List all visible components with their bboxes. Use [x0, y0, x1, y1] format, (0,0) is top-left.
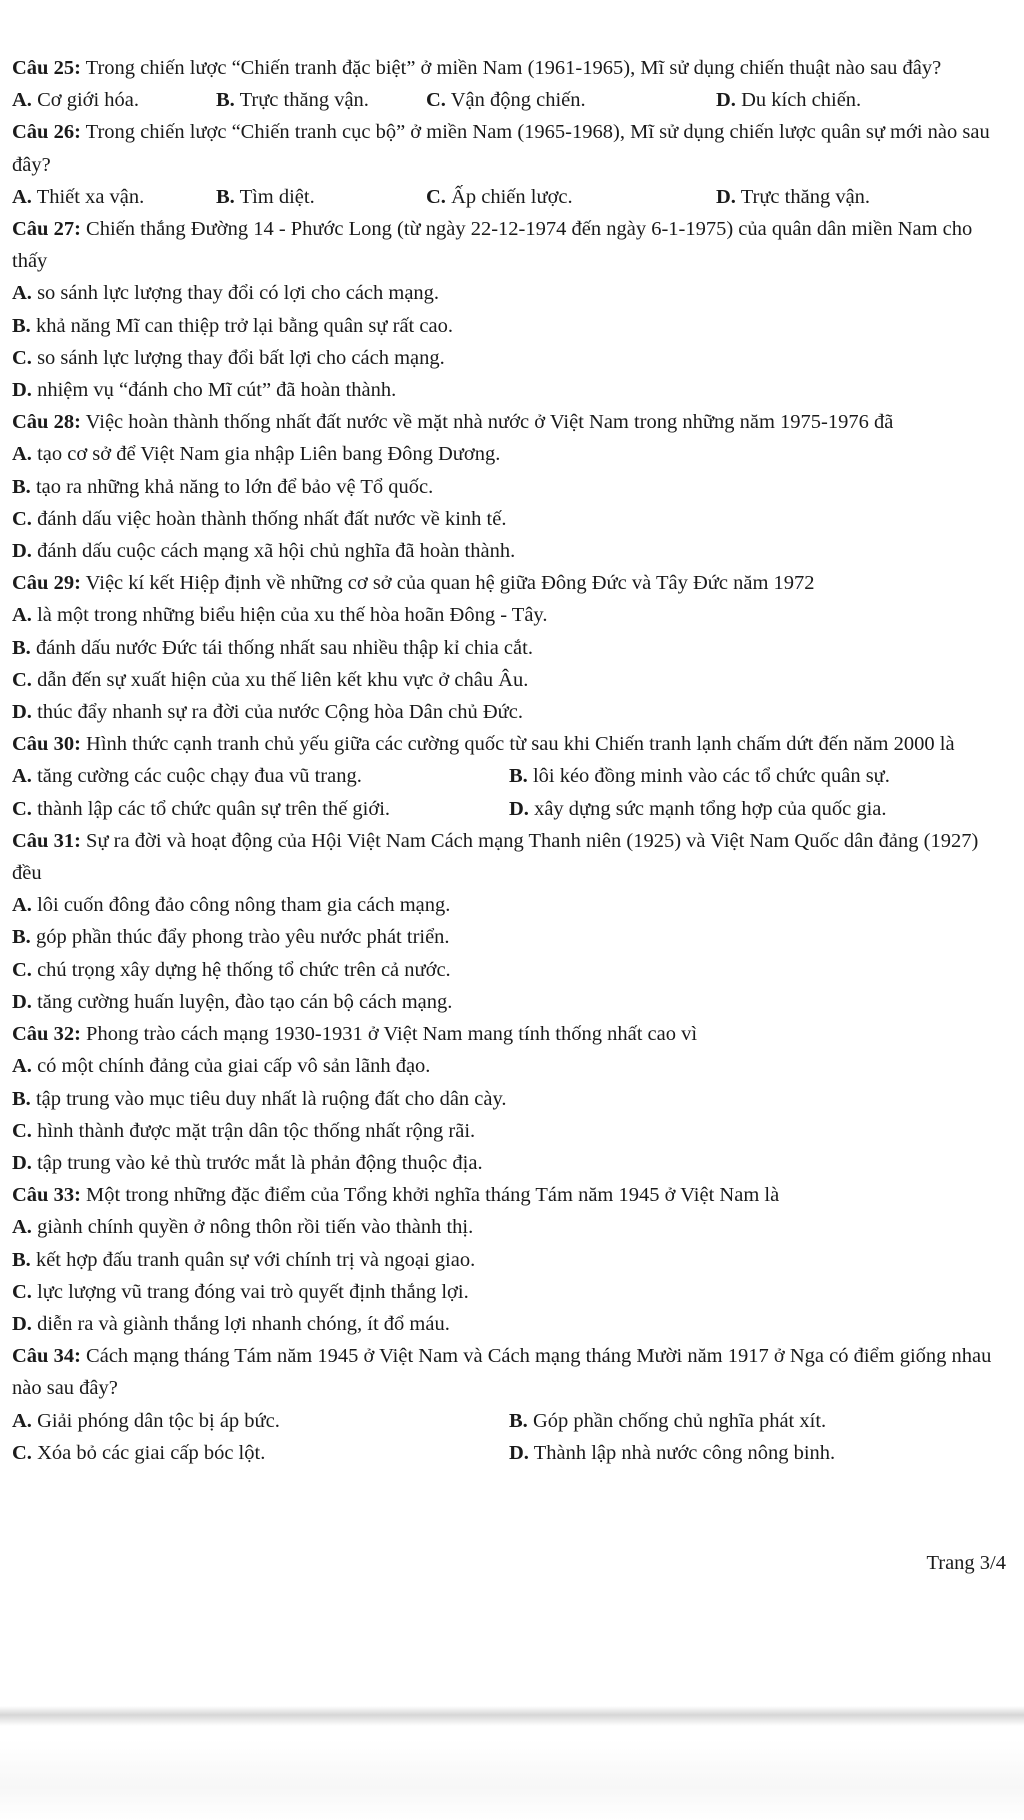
option-b: B. kết hợp đấu tranh quân sự với chính trị và ngoại giao.: [12, 1248, 476, 1271]
question-34-text: [12, 1340, 1012, 1404]
options-row: [12, 793, 1012, 825]
question-number: Câu 33:: [12, 1184, 81, 1207]
question-number: Câu 34:: [12, 1345, 81, 1368]
option-b: B. khả năng Mĩ can thiệp trở lại bằng quân sự rất cao.: [12, 314, 453, 337]
option-c: C. hình thành được mặt trận dân tộc thống nhất rộng rãi.: [12, 1119, 476, 1142]
question-number: Câu 32:: [12, 1023, 81, 1046]
question-29: [12, 567, 1012, 728]
question-number: Câu 29:: [12, 572, 81, 595]
question-31: [12, 825, 1012, 1018]
question-number: Câu 25:: [12, 57, 81, 79]
option-d: D. tăng cường huấn luyện, đào tạo cán bộ cách mạng.: [12, 990, 453, 1013]
option-b: B. Trực thăng vận.: [216, 89, 369, 112]
question-33: [12, 1179, 1012, 1340]
option-c: C. lực lượng vũ trang đóng vai trò quyết định thắng lợi.: [12, 1280, 469, 1303]
question-28-text: [12, 406, 1012, 438]
option-b: B. đánh dấu nước Đức tái thống nhất sau nhiều thập kỉ chia cắt.: [12, 636, 533, 659]
option-d: D. thúc đẩy nhanh sự ra đời của nước Cộng hòa Dân chủ Đức.: [12, 701, 524, 724]
question-stem: Sự ra đời và hoạt động của Hội Việt Nam Cách mạng Thanh niên (1925) và Việt Nam Quốc dân đảng (1927) đều: [12, 829, 979, 885]
question-stem: Chiến thắng Đường 14 - Phước Long (từ ngày 22-12-1974 đến ngày 6-1-1975) của quân dân miền Nam cho thấy: [12, 218, 973, 273]
option-d: D. diễn ra và giành thắng lợi nhanh chóng, ít đổ máu.: [12, 1312, 450, 1335]
question-27-text: [12, 213, 1012, 277]
option-b: B. tạo ra những khả năng to lớn để bảo vệ Tổ quốc.: [12, 475, 434, 498]
option-d: D. xây dựng sức mạnh tổng hợp của quốc gia.: [509, 797, 887, 820]
option-c: C. dẫn đến sự xuất hiện của xu thế liên kết khu vực ở châu Âu.: [12, 668, 529, 691]
option-d: D. nhiệm vụ “đánh cho Mĩ cút” đã hoàn thành.: [12, 379, 397, 402]
option-a: A. có một chính đảng của giai cấp vô sản lãnh đạo.: [12, 1055, 431, 1078]
option-a: A. so sánh lực lượng thay đổi có lợi cho cách mạng.: [12, 282, 440, 305]
scan-divider: [0, 1706, 1024, 1726]
question-stem: Trong chiến lược “Chiến tranh đặc biệt” ở miền Nam (1961-1965), Mĩ sử dụng chiến thuật nào sau đây?: [80, 57, 942, 79]
option-d: D. đánh dấu cuộc cách mạng xã hội chủ nghĩa đã hoàn thành.: [12, 540, 516, 563]
question-stem: Một trong những đặc điểm của Tổng khởi nghĩa tháng Tám năm 1945 ở Việt Nam là: [80, 1184, 780, 1207]
question-32: [12, 1018, 1012, 1179]
option-c: C. chú trọng xây dựng hệ thống tổ chức trên cả nước.: [12, 958, 451, 981]
page-number: Trang 3/4: [926, 1552, 1006, 1574]
question-29-text: [12, 567, 1012, 599]
option-a: A. Thiết xa vận.: [12, 185, 145, 208]
option-d: D. Du kích chiến.: [716, 89, 862, 112]
option-b: B. Góp phần chống chủ nghĩa phát xít.: [509, 1409, 827, 1432]
option-d: D. Thành lập nhà nước công nông binh.: [509, 1441, 836, 1464]
question-30-text: [12, 728, 1012, 760]
question-number: Câu 27:: [12, 218, 81, 241]
option-a: A. tăng cường các cuộc chạy đua vũ trang.: [12, 765, 362, 788]
options-row: [12, 1437, 1012, 1469]
question-30: [12, 728, 1012, 825]
option-d: D. Trực thăng vận.: [716, 185, 871, 208]
options-row: [12, 760, 1012, 792]
question-33-text: [12, 1179, 1012, 1211]
option-c: C. đánh dấu việc hoàn thành thống nhất đất nước về kinh tế.: [12, 507, 507, 530]
option-a: A. lôi cuốn đông đảo công nông tham gia cách mạng.: [12, 894, 451, 917]
options-row: [12, 181, 1012, 213]
option-a: A. là một trong những biểu hiện của xu thế hòa hoãn Đông - Tây.: [12, 604, 548, 627]
question-number: Câu 28:: [12, 411, 81, 434]
option-c: C. Vận động chiến.: [426, 89, 586, 112]
option-c: C. Xóa bỏ các giai cấp bóc lột.: [12, 1441, 266, 1464]
question-number: Câu 30:: [12, 733, 81, 756]
options-row: [12, 1405, 1012, 1437]
question-stem: Việc hoàn thành thống nhất đất nước về mặt nhà nước ở Việt Nam trong những năm 1975-1976 đã: [80, 411, 894, 434]
option-b: B. Tìm diệt.: [216, 185, 315, 208]
question-stem: Cách mạng tháng Tám năm 1945 ở Việt Nam và Cách mạng tháng Mười năm 1917 ở Nga có điểm giống nhau nào sau đây?: [12, 1345, 992, 1400]
question-stem: Trong chiến lược “Chiến tranh cục bộ” ở miền Nam (1965-1968), Mĩ sử dụng chiến lược quân sự mới nào sau đây?: [12, 121, 990, 176]
question-stem: Hình thức cạnh tranh chủ yếu giữa các cường quốc từ sau khi Chiến tranh lạnh chấm dứt đến năm 2000 là: [80, 733, 955, 756]
question-stem: Việc kí kết Hiệp định về những cơ sở của quan hệ giữa Đông Đức và Tây Đức năm 1972: [80, 572, 815, 595]
question-stem: Phong trào cách mạng 1930-1931 ở Việt Nam mang tính thống nhất cao vì: [80, 1023, 698, 1046]
option-c: C. thành lập các tổ chức quân sự trên thế giới.: [12, 797, 391, 820]
option-a: A. tạo cơ sở để Việt Nam gia nhập Liên bang Đông Dương.: [12, 443, 501, 466]
question-32-text: [12, 1018, 1012, 1050]
question-28: [12, 406, 1012, 567]
exam-page: [12, 52, 1012, 1469]
option-c: C. Ấp chiến lược.: [426, 185, 573, 208]
question-27: [12, 213, 1012, 406]
question-number: Câu 31:: [12, 829, 81, 852]
option-d: D. tập trung vào kẻ thù trước mắt là phản động thuộc địa.: [12, 1151, 483, 1174]
question-26-text: [12, 116, 1012, 180]
question-25-text: [12, 52, 1012, 84]
option-a: A. giành chính quyền ở nông thôn rồi tiến vào thành thị.: [12, 1216, 474, 1239]
page-bottom-margin: [0, 1740, 1024, 1820]
option-a: A. Giải phóng dân tộc bị áp bức.: [12, 1409, 280, 1432]
option-a: A. Cơ giới hóa.: [12, 89, 140, 112]
question-26: [12, 116, 1012, 213]
option-b: B. tập trung vào mục tiêu duy nhất là ruộng đất cho dân cày.: [12, 1087, 507, 1110]
option-b: B. lôi kéo đồng minh vào các tổ chức quân sự.: [509, 765, 890, 788]
question-number: Câu 26:: [12, 121, 81, 144]
question-31-text: [12, 825, 1012, 889]
option-c: C. so sánh lực lượng thay đổi bất lợi cho cách mạng.: [12, 346, 445, 369]
question-34: [12, 1340, 1012, 1469]
option-b: B. góp phần thúc đẩy phong trào yêu nước phát triển.: [12, 926, 450, 949]
question-25: [12, 52, 1012, 116]
options-row: [12, 84, 1012, 116]
